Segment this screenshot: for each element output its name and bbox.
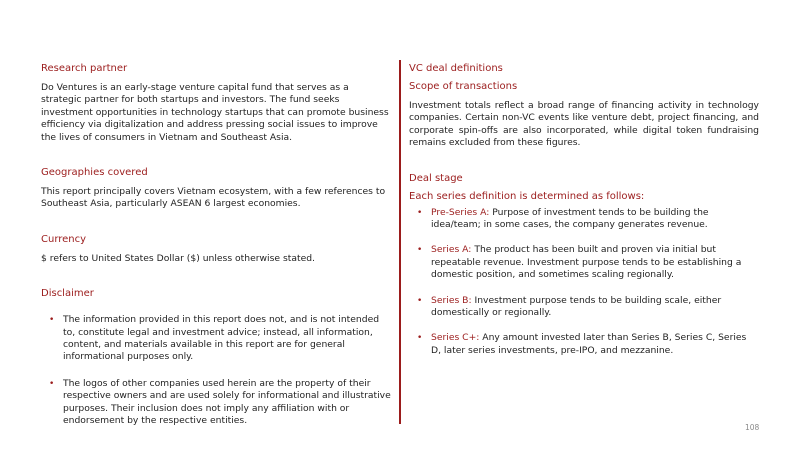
currency-section xyxy=(41,233,391,265)
disclaimer-text: The information provided in this report does not, and is not intended to, constitute legal and investment advice; instead, all information, content, and materials available in this report are for general informational purposes only. xyxy=(63,314,380,363)
bullet-icon: • xyxy=(49,315,55,326)
page-number: 108 xyxy=(745,423,760,432)
column-divider xyxy=(399,60,401,424)
right-column xyxy=(409,62,759,379)
disclaimer-heading: Disclaimer xyxy=(41,288,94,300)
deal-stage-list xyxy=(409,207,759,358)
bullet-icon: • xyxy=(417,333,423,344)
bullet-icon: • xyxy=(417,245,423,256)
scope-heading: Scope of transactions xyxy=(409,81,518,92)
disclaimer-list xyxy=(41,314,391,427)
deal-stage-item xyxy=(409,244,759,281)
deal-stage-text: Any amount invested later than Series B, Series C, Series D, later series investments, pre-IPO, and mezzanine. xyxy=(431,332,747,356)
research-partner-section xyxy=(41,62,391,144)
disclaimer-section xyxy=(41,287,391,427)
currency-body: $ refers to United States Dollar ($) unless otherwise stated. xyxy=(41,252,315,264)
scope-section xyxy=(409,80,759,150)
research-partner-heading: Research partner xyxy=(41,63,128,74)
disclaimer-item xyxy=(41,314,391,364)
bullet-icon: • xyxy=(417,295,423,306)
deal-stage-subheading: Each series definition is determined as follows: xyxy=(409,190,645,202)
vc-deal-definitions-heading: VC deal definitions xyxy=(409,63,503,74)
geographies-body: This report principally covers Vietnam ecosystem, with a few references to Southeast Asia, particularly ASEAN 6 largest economies. xyxy=(41,186,386,210)
scope-body: Investment totals reflect a broad range of financing activity in technology companies. Certain non-VC events like venture debt, project financing, and corporate spin-offs are also incorporated, while digital token fundraising remains excluded from these figures. xyxy=(409,100,759,149)
left-column xyxy=(41,62,391,450)
deal-stage-term: Series C+: xyxy=(431,332,480,344)
deal-stage-text: Purpose of investment tends to be building the idea/team; in some cases, the company generates revenue. xyxy=(431,206,709,231)
research-partner-body: Do Ventures is an early-stage venture capital fund that serves as a strategic partner for both startups and investors. The fund seeks investment opportunities in technology startups that can promote business efficiency via digitalization and address pressing social issues to improve the lives of consumers in Vietnam and Southeast Asia. xyxy=(41,82,389,143)
deal-stage-item xyxy=(409,332,759,357)
deal-stage-item xyxy=(409,207,759,232)
geographies-section xyxy=(41,166,391,211)
currency-heading: Currency xyxy=(41,233,87,245)
deal-stage-heading: Deal stage xyxy=(409,172,463,184)
deal-stage-item xyxy=(409,295,759,320)
disclaimer-text: The logos of other companies used herein are the property of their respective owners and are used solely for informational and illustrative purposes. Their inclusion does not imply any affiliation with or endorsement by the respective entities. xyxy=(63,377,391,427)
bullet-icon: • xyxy=(49,378,55,389)
deal-stage-term: Pre-Series A: xyxy=(431,206,490,218)
disclaimer-item xyxy=(41,378,391,428)
deal-stage-term: Series A: xyxy=(431,244,472,256)
deal-stage-section xyxy=(409,172,759,358)
bullet-icon: • xyxy=(417,207,423,218)
deal-stage-term: Series B: xyxy=(431,294,472,306)
deal-stage-text: The product has been built and proven via initial but repeatable revenue. Investment purpose tends to be establishing a domestic position, and sometimes scaling regionally. xyxy=(431,244,742,281)
geographies-heading: Geographies covered xyxy=(41,167,148,179)
deal-stage-text: Investment purpose tends to be building scale, either domestically or regionally. xyxy=(431,294,722,319)
